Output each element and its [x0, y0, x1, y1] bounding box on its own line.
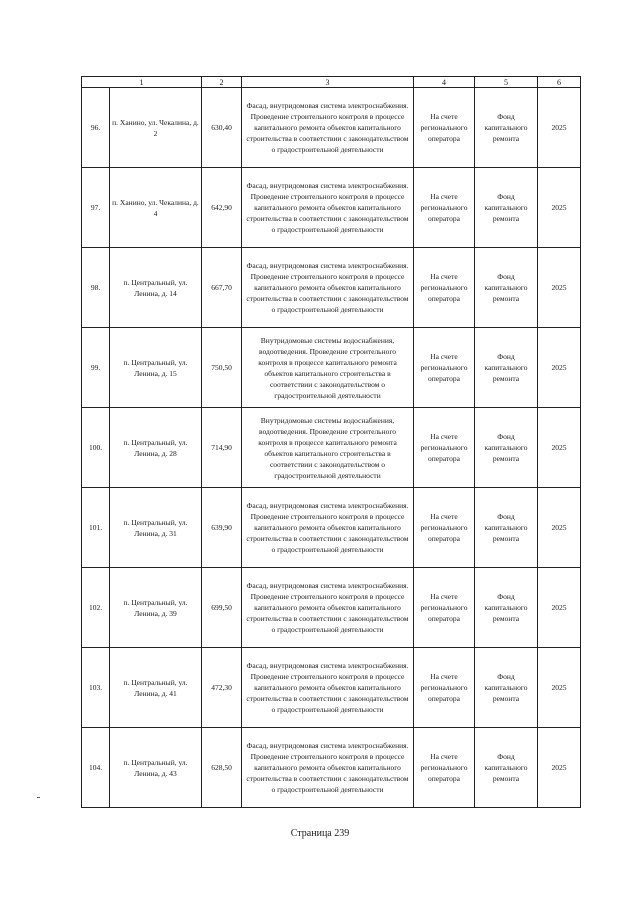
- header-cell-5: 5: [475, 77, 538, 88]
- row-number: 96.: [82, 88, 110, 168]
- row-works: Фасад, внутридомовая система электроснабжения. Проведение строительного контроля в процессе капитального ремонта объектов капитального строительства в соответствии с законодательством о градостроительной деятельности: [242, 648, 414, 728]
- row-year: 2025: [538, 568, 581, 648]
- row-method: На счете регионального оператора: [414, 568, 475, 648]
- row-works: Внутридомовые системы водоснабжения, водоотведения. Проведение строительного контроля в процессе капитального ремонта объектов капитального строительства в соответствии с законодательством о градостроительной деятельности: [242, 328, 414, 408]
- row-year: 2025: [538, 168, 581, 248]
- table-row: [82, 648, 581, 728]
- repair-program-table: [81, 76, 581, 808]
- row-area: 630,40: [202, 88, 242, 168]
- row-year: 2025: [538, 488, 581, 568]
- row-address: п. Ханино, ул. Чекалина, д. 2: [110, 88, 202, 168]
- row-source: Фонд капитального ремонта: [475, 168, 538, 248]
- row-works: Фасад, внутридомовая система электроснабжения. Проведение строительного контроля в процессе капитального ремонта объектов капитального строительства в соответствии с законодательством о градостроительной деятельности: [242, 88, 414, 168]
- table-row: [82, 328, 581, 408]
- row-area: 639,90: [202, 488, 242, 568]
- header-cell-6: 6: [538, 77, 581, 88]
- row-method: На счете регионального оператора: [414, 728, 475, 808]
- row-area: 714,90: [202, 408, 242, 488]
- row-number: 102.: [82, 568, 110, 648]
- header-cell-3: 3: [242, 77, 414, 88]
- row-method: На счете регионального оператора: [414, 328, 475, 408]
- row-method: На счете регионального оператора: [414, 168, 475, 248]
- row-year: 2025: [538, 88, 581, 168]
- table-row: [82, 88, 581, 168]
- row-address: п. Центральный, ул. Ленина, д. 15: [110, 328, 202, 408]
- row-area: 628,50: [202, 728, 242, 808]
- row-year: 2025: [538, 408, 581, 488]
- row-number: 104.: [82, 728, 110, 808]
- row-year: 2025: [538, 728, 581, 808]
- row-source: Фонд капитального ремонта: [475, 488, 538, 568]
- header-cell-1: 1: [82, 77, 202, 88]
- row-number: 100.: [82, 408, 110, 488]
- row-number: 99.: [82, 328, 110, 408]
- row-method: На счете регионального оператора: [414, 648, 475, 728]
- row-address: п. Центральный, ул. Ленина, д. 31: [110, 488, 202, 568]
- row-number: 98.: [82, 248, 110, 328]
- table-row: [82, 568, 581, 648]
- row-address: п. Центральный, ул. Ленина, д. 14: [110, 248, 202, 328]
- row-source: Фонд капитального ремонта: [475, 728, 538, 808]
- row-area: 750,50: [202, 328, 242, 408]
- row-area: 667,70: [202, 248, 242, 328]
- row-area: 642,90: [202, 168, 242, 248]
- row-works: Внутридомовые системы водоснабжения, водоотведения. Проведение строительного контроля в процессе капитального ремонта объектов капитального строительства в соответствии с законодательством о градостроительной деятельности: [242, 408, 414, 488]
- table-row: [82, 728, 581, 808]
- table-row: [82, 408, 581, 488]
- row-source: Фонд капитального ремонта: [475, 408, 538, 488]
- header-cell-4: 4: [414, 77, 475, 88]
- table-header-row: [82, 77, 581, 88]
- table-row: [82, 168, 581, 248]
- row-works: Фасад, внутридомовая система электроснабжения. Проведение строительного контроля в процессе капитального ремонта объектов капитального строительства в соответствии с законодательством о градостроительной деятельности: [242, 728, 414, 808]
- row-works: Фасад, внутридомовая система электроснабжения. Проведение строительного контроля в процессе капитального ремонта объектов капитального строительства в соответствии с законодательством о градостроительной деятельности: [242, 248, 414, 328]
- row-method: На счете регионального оператора: [414, 408, 475, 488]
- row-source: Фонд капитального ремонта: [475, 648, 538, 728]
- row-address: п. Ханино, ул. Чекалина, д. 4: [110, 168, 202, 248]
- row-works: Фасад, внутридомовая система электроснабжения. Проведение строительного контроля в процессе капитального ремонта объектов капитального строительства в соответствии с законодательством о градостроительной деятельности: [242, 168, 414, 248]
- row-year: 2025: [538, 248, 581, 328]
- table-row: [82, 488, 581, 568]
- page-number: Страница 239: [290, 828, 350, 839]
- row-address: п. Центральный, ул. Ленина, д. 28: [110, 408, 202, 488]
- row-year: 2025: [538, 648, 581, 728]
- scan-speck: [37, 797, 40, 798]
- row-source: Фонд капитального ремонта: [475, 568, 538, 648]
- row-works: Фасад, внутридомовая система электроснабжения. Проведение строительного контроля в процессе капитального ремонта объектов капитального строительства в соответствии с законодательством о градостроительной деятельности: [242, 568, 414, 648]
- row-year: 2025: [538, 328, 581, 408]
- row-source: Фонд капитального ремонта: [475, 88, 538, 168]
- row-number: 97.: [82, 168, 110, 248]
- row-address: п. Центральный, ул. Ленина, д. 43: [110, 728, 202, 808]
- row-works: Фасад, внутридомовая система электроснабжения. Проведение строительного контроля в процессе капитального ремонта объектов капитального строительства в соответствии с законодательством о градостроительной деятельности: [242, 488, 414, 568]
- row-method: На счете регионального оператора: [414, 488, 475, 568]
- table-row: [82, 248, 581, 328]
- header-cell-2: 2: [202, 77, 242, 88]
- row-method: На счете регионального оператора: [414, 248, 475, 328]
- row-number: 101.: [82, 488, 110, 568]
- row-method: На счете регионального оператора: [414, 88, 475, 168]
- row-source: Фонд капитального ремонта: [475, 328, 538, 408]
- row-area: 699,50: [202, 568, 242, 648]
- row-number: 103.: [82, 648, 110, 728]
- row-area: 472,30: [202, 648, 242, 728]
- row-source: Фонд капитального ремонта: [475, 248, 538, 328]
- row-address: п. Центральный, ул. Ленина, д. 41: [110, 648, 202, 728]
- row-address: п. Центральный, ул. Ленина, д. 39: [110, 568, 202, 648]
